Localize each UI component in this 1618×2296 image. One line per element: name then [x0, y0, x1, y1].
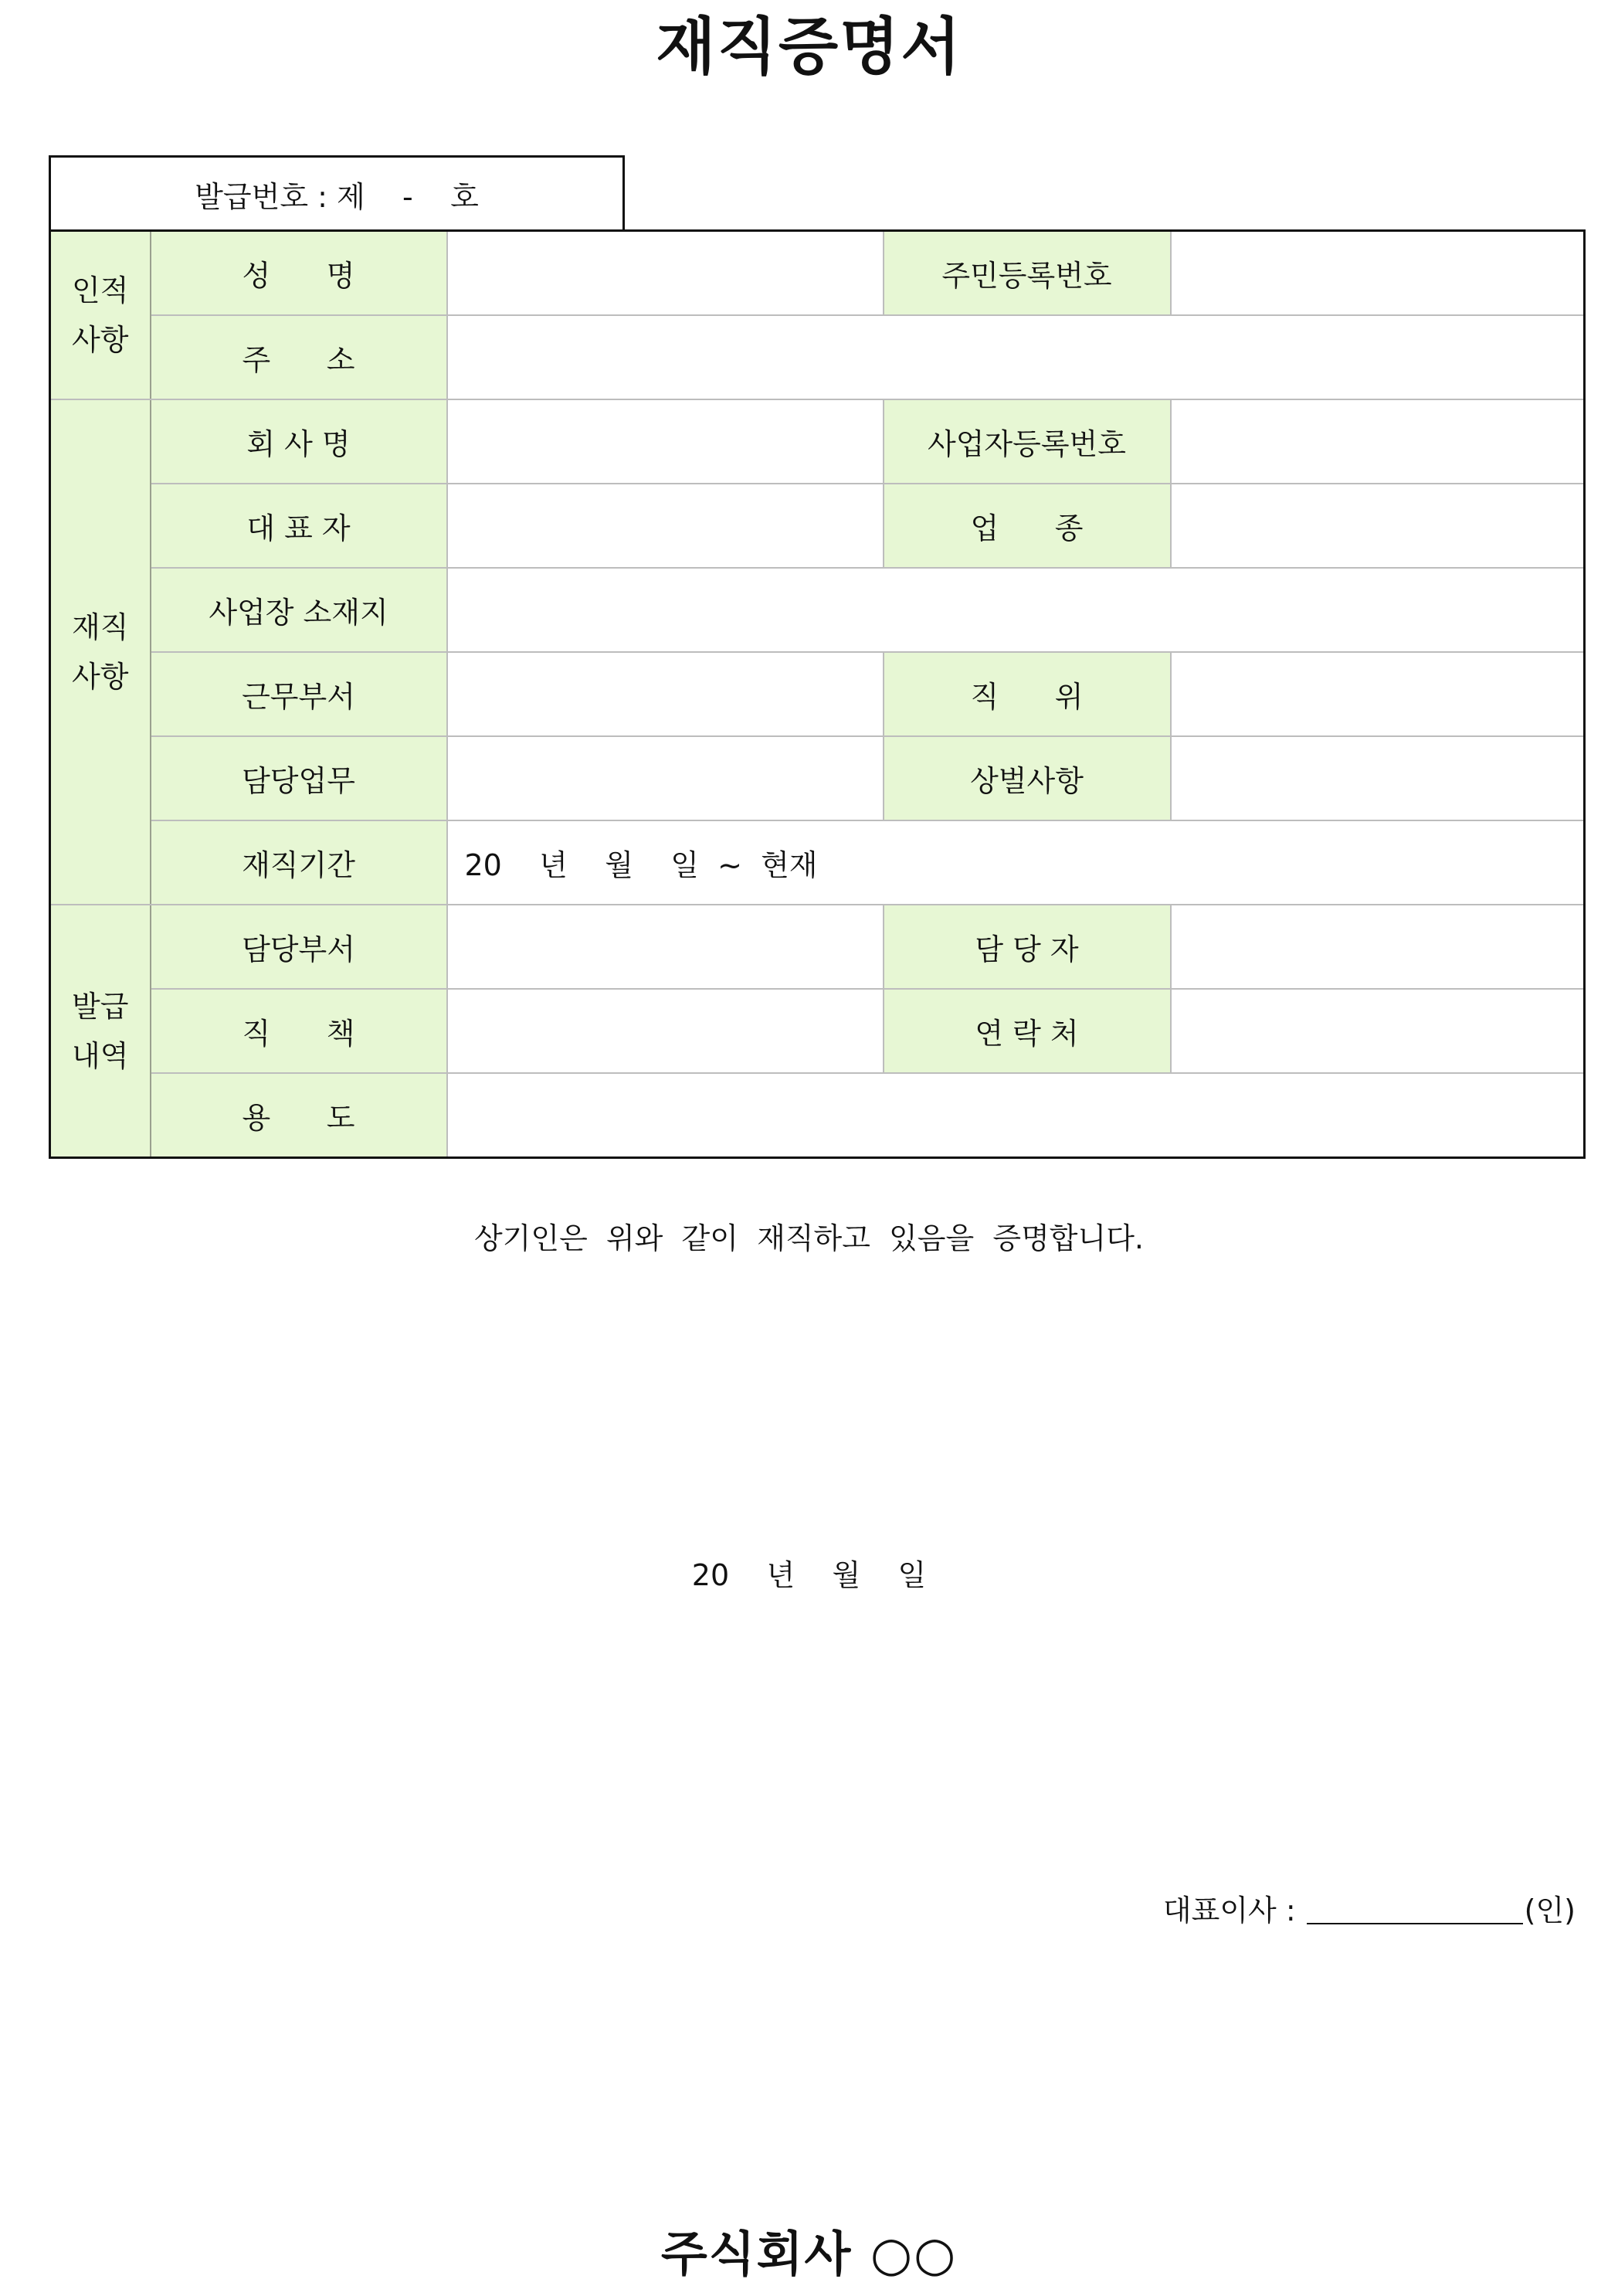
field-department[interactable] — [447, 652, 884, 736]
signature-label: 대표이사 : — [1162, 1894, 1296, 1927]
section-issuance — [50, 905, 151, 1157]
section-issuance-line1: 발급 — [72, 989, 129, 1024]
field-business-number[interactable] — [1171, 399, 1585, 484]
label-name: 성 명 — [151, 231, 447, 315]
section-issuance-line2: 내역 — [72, 1038, 129, 1073]
label-position: 직 위 — [884, 652, 1171, 736]
field-name[interactable] — [447, 231, 884, 315]
section-employment-line1: 재직 — [72, 610, 129, 644]
certification-statement: 상기인은 위와 같이 재직하고 있음을 증명합니다. — [473, 1221, 1145, 1255]
field-position[interactable] — [1171, 652, 1585, 736]
label-address: 주 소 — [151, 315, 447, 399]
label-contact: 연 락 처 — [884, 989, 1171, 1073]
section-employment — [50, 399, 151, 905]
label-department: 근무부서 — [151, 652, 447, 736]
field-representative[interactable] — [447, 484, 884, 568]
field-contact[interactable] — [1171, 989, 1585, 1073]
company-name: 주식회사 ○○ — [660, 2226, 958, 2282]
field-job-title[interactable] — [447, 989, 884, 1073]
signature-line[interactable] — [1307, 1892, 1523, 1924]
section-employment-line2: 사항 — [72, 659, 129, 694]
label-person-in-charge: 담 당 자 — [884, 905, 1171, 989]
field-duties[interactable] — [447, 736, 884, 820]
issue-date: 20 년 월 일 — [691, 1558, 927, 1592]
certificate-form — [49, 229, 1586, 1159]
field-remarks[interactable] — [1171, 736, 1585, 820]
label-company-name: 회 사 명 — [151, 399, 447, 484]
field-address[interactable] — [447, 315, 1585, 399]
signature-block — [1163, 1887, 1576, 1929]
label-industry: 업 종 — [884, 484, 1171, 568]
label-workplace-location: 사업장 소재지 — [151, 568, 447, 652]
section-personal — [50, 231, 151, 399]
section-personal-line2: 사항 — [72, 322, 129, 357]
field-person-in-charge[interactable] — [1171, 905, 1585, 989]
field-employment-period[interactable]: 20 년 월 일 ~ 현재 — [447, 820, 1585, 905]
field-workplace-location[interactable] — [447, 568, 1585, 652]
label-purpose: 용 도 — [151, 1073, 447, 1157]
issue-number: 발급번호 : 제 - 호 — [195, 179, 479, 214]
label-duties: 담당업무 — [151, 736, 447, 820]
label-resident-number: 주민등록번호 — [884, 231, 1171, 315]
field-company-name[interactable] — [447, 399, 884, 484]
label-representative: 대 표 자 — [151, 484, 447, 568]
field-industry[interactable] — [1171, 484, 1585, 568]
issue-number-box — [49, 155, 625, 230]
field-issuing-department[interactable] — [447, 905, 884, 989]
seal-mark: (인) — [1524, 1894, 1576, 1927]
field-resident-number[interactable] — [1171, 231, 1585, 315]
label-issuing-department: 담당부서 — [151, 905, 447, 989]
label-job-title: 직 책 — [151, 989, 447, 1073]
section-personal-line1: 인적 — [72, 273, 129, 307]
document-title: 재직증명서 — [656, 11, 962, 83]
field-purpose[interactable] — [447, 1073, 1585, 1157]
label-business-number: 사업자등록번호 — [884, 399, 1171, 484]
label-employment-period: 재직기간 — [151, 820, 447, 905]
label-remarks: 상벌사항 — [884, 736, 1171, 820]
